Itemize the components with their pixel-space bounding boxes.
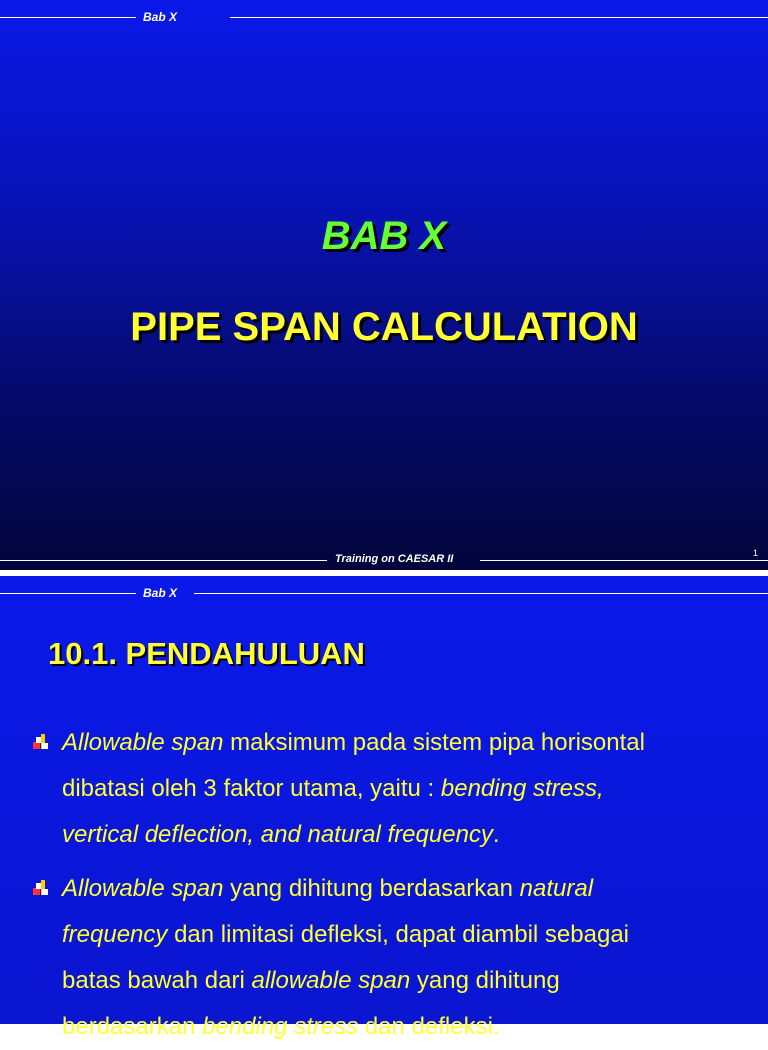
header-label: Bab X	[143, 586, 178, 600]
header-rule-right	[230, 17, 768, 18]
bullet-item-2	[62, 866, 752, 1050]
bullet-icon	[33, 734, 49, 750]
bullet-2-line-1: Allowable span yang dihitung berdasarkan natural	[62, 875, 594, 902]
page-number: 1	[752, 548, 758, 558]
slide-subtitle: PIPE SPAN CALCULATION	[130, 305, 638, 349]
footer-rule-left	[0, 560, 327, 561]
header-label: Bab X	[143, 10, 178, 24]
footer-label: Training on CAESAR II	[335, 553, 454, 565]
bullet-2-line-2: frequency dan limitasi defleksi, dapat diambil sebagai	[62, 921, 629, 948]
bullet-2-line-4: berdasarkan bending stress dan defleksi.	[62, 1013, 500, 1040]
bullet-icon	[33, 880, 49, 896]
section-heading: 10.1. PENDAHULUAN	[48, 636, 365, 671]
footer-rule-right	[480, 560, 768, 561]
header-rule-left	[0, 17, 136, 18]
slide-title: BAB X	[321, 214, 447, 258]
bullet-2-line-3: batas bawah dari allowable span yang dihitung	[62, 967, 560, 994]
bullet-1-line-3: vertical deflection, and natural frequency.	[62, 821, 500, 848]
bullet-item-1	[62, 720, 752, 858]
bullet-1-line-2: dibatasi oleh 3 faktor utama, yaitu : bending stress,	[62, 775, 604, 802]
header-rule-left	[0, 593, 136, 594]
bullet-1-line-1: Allowable span maksimum pada sistem pipa horisontal	[62, 729, 645, 756]
header-rule-right	[194, 593, 768, 594]
